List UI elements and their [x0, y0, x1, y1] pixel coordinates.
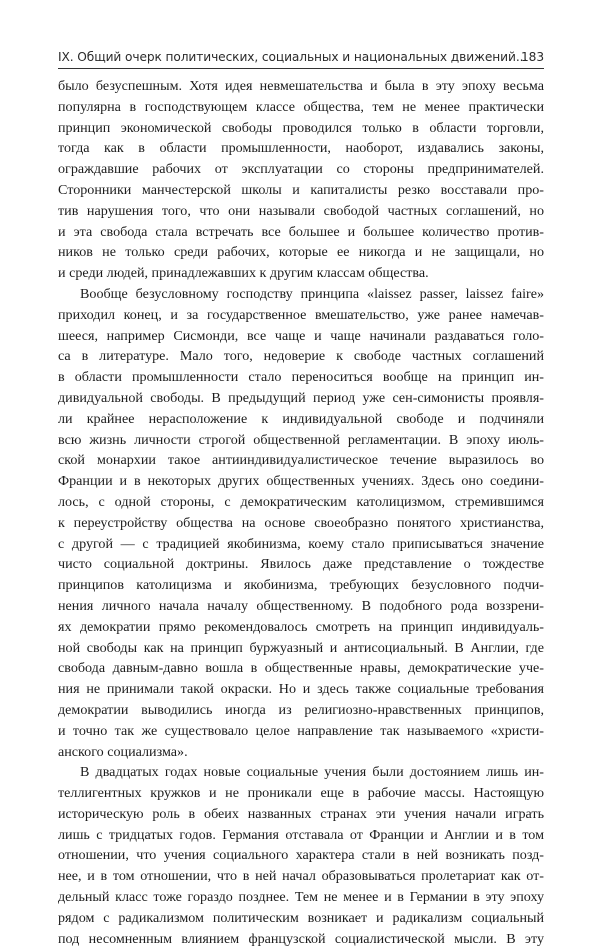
text-line: в области промышленности стало переноситься вообще на принцип ин- [58, 369, 544, 386]
text-line: отношении, что учения социального характера стали в ней возникать позд- [58, 847, 544, 864]
text-line: к переустройству общества на основе своеобразно понятого христианства, [58, 514, 544, 531]
text-line: историческую роль в обеих названных странах эти учения начали играть [58, 805, 544, 822]
text-line: нее, и в том отношении, что в ней начал образовываться пролетариат как от- [58, 868, 544, 885]
paragraph-2 [58, 284, 544, 762]
text-line: ской монархии такое антииндивидуалистическое течение выразилось во [58, 452, 544, 469]
text-line: тив нарушения того, что они называли свободой частных соглашений, но [58, 202, 544, 219]
chapter-title: IX. Общий очерк политических, социальных и национальных движений... [58, 50, 528, 64]
text-line: дивидуальной свободы. В предыдущий период уже сен-симонисты проявля- [58, 389, 544, 406]
text-line: анского социализма». [58, 743, 188, 760]
text-line: тогда как в области промышленности, наоборот, издавались законы, [58, 140, 544, 157]
text-line: и эта свобода стала встречать все большее и большее количество против- [58, 223, 544, 240]
text-line: Сторонники манчестерской школы и капиталисты резко восставали про- [58, 181, 544, 198]
text-line: ограждавшие рабочих от эксплуатации со стороны предпринимателей. [58, 161, 544, 178]
text-line: Вообще безусловному господству принципа «laissez passer, laissez faire» [80, 285, 544, 302]
text-line: ния не принимали такой окраски. Но и здесь также социальные требования [58, 681, 544, 698]
text-line: ли крайнее нерасположение к индивидуальной свободе и подчиняли [58, 410, 544, 427]
text-line: было безуспешным. Хотя идея невмешательства и была в эту эпоху весьма [58, 78, 544, 94]
text-line: лось, с одной стороны, с демократическим католицизмом, стремившимся [58, 493, 544, 510]
text-line: ях демократии прямо рекомендовалось смотреть на принцип индивидуаль- [58, 618, 544, 635]
text-line: Франции и в некоторых других общественных учениях. Здесь оно соедини- [58, 473, 544, 490]
page-number: 183 [521, 50, 544, 64]
text-line: нения личного начала началу общественному. В подобного рода воззрени- [58, 597, 544, 614]
text-line: и среди людей, принадлежавших к другим классам общества. [58, 265, 429, 282]
paragraph-1 [58, 76, 544, 284]
text-line: рядом с радикализмом политическим возникает и радикализм социальный [58, 909, 544, 926]
text-line: с другой — с традицией якобинизма, коему стало приписываться значение [58, 535, 544, 552]
text-line: приходил конец, и за государственное вмешательство, уже ранее намечав- [58, 306, 544, 323]
text-line: принцип экономической свободы проводился только в области торговли, [58, 119, 544, 136]
text-line: ников не только среди рабочих, которые ее никогда и не защищали, но [58, 244, 544, 261]
running-head [58, 50, 544, 69]
text-line: принципов католицизма и якобинизма, требующих безусловного подчи- [58, 577, 544, 594]
text-line: дельный класс тоже гораздо позднее. Тем не менее и в Германии в эту эпоху [58, 889, 544, 906]
text-line: ной свободы как на принцип буржуазный и антисоциальный. В Англии, где [58, 639, 544, 656]
text-line: теллигентных кружков и не проникали еще в рабочие массы. Настоящую [58, 785, 544, 802]
paragraph-3 [58, 762, 544, 949]
text-line: шееся, например Сисмонди, все чаще и чаще начинали раздаваться голо- [58, 327, 544, 344]
text-line: всю жизнь личности строгой общественной регламентации. В эпоху июль- [58, 431, 544, 448]
text-line: демократии выводились иногда из религиозно-нравственных принципов, [58, 701, 544, 718]
text-line: под несомненным влиянием французской социалистической мысли. В эту [58, 930, 544, 947]
text-line: свобода давным-давно вошла в общественные нравы, демократические уче- [58, 660, 544, 677]
text-line: и точно так же существовало целое направление так называемого «христи- [58, 722, 544, 739]
text-line: чисто социальной доктрины. Явилось даже представление о тождестве [58, 556, 544, 573]
text-line: популярна в господствующем классе общества, тем не менее практически [58, 98, 544, 115]
text-line: са в литературе. Мало того, недоверие к свободе частных соглашений [58, 348, 544, 365]
body-text [58, 76, 544, 949]
text-line: В двадцатых годах новые социальные учения были достоянием лишь ин- [80, 764, 544, 781]
text-line: лишь с тридцатых годов. Германия отставала от Франции и Англии и в том [58, 826, 544, 843]
